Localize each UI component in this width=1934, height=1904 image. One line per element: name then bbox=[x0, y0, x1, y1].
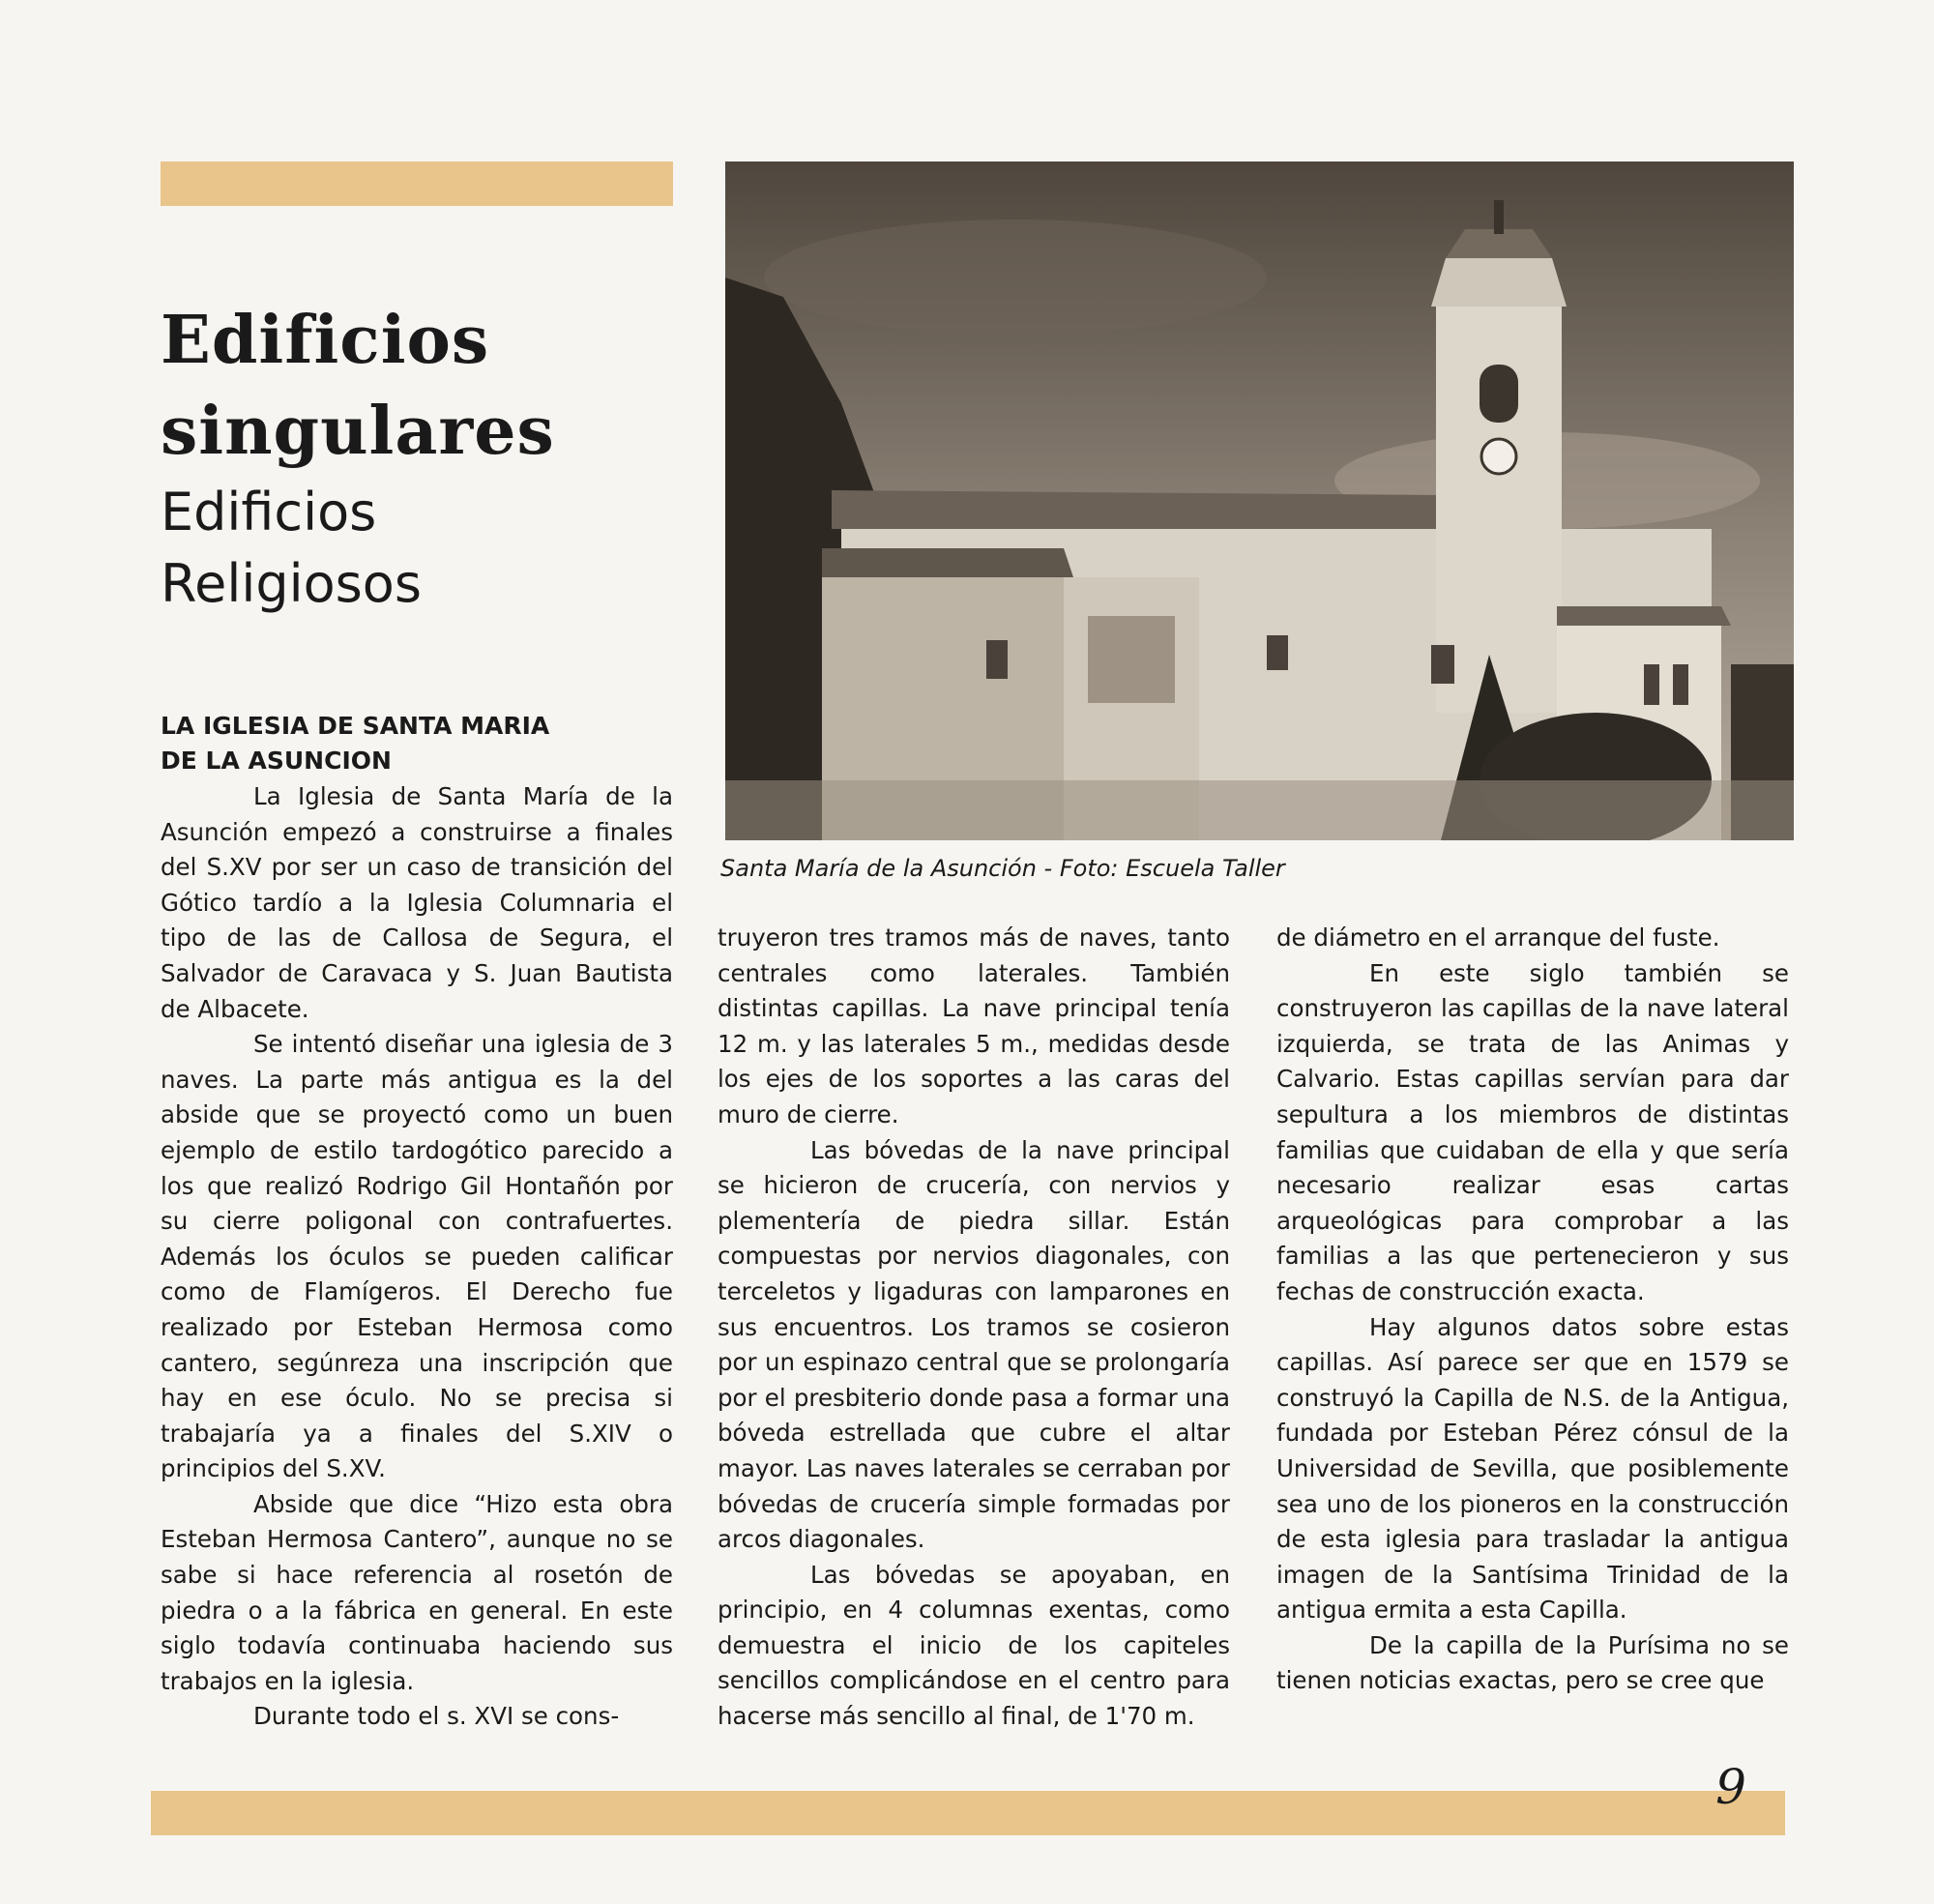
page-number: 9 bbox=[1715, 1759, 1746, 1815]
subtitle-line-2: Religiosos bbox=[161, 553, 422, 614]
church-photo bbox=[725, 161, 1794, 840]
text-column-1 bbox=[161, 779, 673, 1735]
paragraph: Hay algunos datos sobre estas capillas. Así parece ser que en 1579 se construyó la Capilla de N.S. de la Antigua, fundada por Esteban Pérez cónsul de la Universidad de Sevilla, que posiblemente sea uno de los pioneros en la construcción de esta iglesia para trasladar la antigua imagen de la Santísima Trinidad de la antigua ermita a esta Capilla. bbox=[1276, 1312, 1789, 1625]
paragraph: Las bóvedas de la nave principal se hicieron de crucería, con nervios y plementería de piedra sillar. Están compuestas por nervios diagonales, con terceletos y ligaduras con lamparones en sus encuentros. Los tramos se cosieron por un espinazo central que se prolongaría por el presbiterio donde pasa a formar una bóveda estrellada que cubre el altar mayor. Las naves laterales se cerraban por bóvedas de crucería simple formadas por arcos diagonales. bbox=[718, 1135, 1230, 1554]
paragraph: Abside que dice “Hizo esta obra Esteban Hermosa Cantero”, aunque no se sabe si hace referencia al rosetón de piedra o a la fábrica en general. En este siglo todavía continuaba haciendo sus trabajos en la iglesia. bbox=[161, 1489, 673, 1695]
paragraph: De la capilla de la Purísima no se tienen noticias exactas, pero se cree que bbox=[1276, 1630, 1789, 1695]
title-line-2: singulares bbox=[161, 393, 555, 470]
paragraph: Durante todo el s. XVI se cons- bbox=[253, 1702, 620, 1731]
subtitle-line-1: Edificios bbox=[161, 482, 377, 542]
paragraph: Las bóvedas se apoyaban, en principio, en 4 columnas exentas, como demuestra el inicio de los capiteles sencillos complicándose en el centro para hacerse más sencillo al final, de 1'70 m. bbox=[718, 1560, 1230, 1731]
section-heading bbox=[161, 709, 683, 778]
photo-caption: Santa María de la Asunción - Foto: Escuela Taller bbox=[720, 855, 1285, 882]
section-heading-line-1: LA IGLESIA DE SANTA MARIA bbox=[161, 712, 550, 740]
paragraph: Se intentó diseñar una iglesia de 3 naves. La parte más antigua es la del abside que se proyectó como un buen ejemplo de estilo tardogótico parecido a los que realizó Rodrigo Gil Hontañón por su cierre poligonal con contrafuertes. Además los óculos se pueden calificar como de Flamígeros. El Derecho fue realizado por Esteban Hermosa como cantero, segúnreza una inscripción que hay en ese óculo. No se precisa si trabajaría ya a finales del S.XIV o principios del S.XV. bbox=[161, 1030, 673, 1483]
top-accent-band bbox=[161, 161, 673, 206]
text-column-2 bbox=[718, 921, 1230, 1735]
section-heading-line-2: DE LA ASUNCION bbox=[161, 747, 392, 775]
text-column-3 bbox=[1276, 921, 1789, 1699]
church-illustration bbox=[725, 161, 1794, 840]
title-block bbox=[161, 295, 702, 620]
title-line-1: Edificios bbox=[161, 302, 490, 379]
paragraph: truyeron tres tramos más de naves, tanto centrales como laterales. También distintas capillas. La nave principal tenía 12 m. y las laterales 5 m., medidas desde los ejes de los soportes a las caras del muro de cierre. bbox=[718, 923, 1230, 1128]
paragraph: de diámetro en el arranque del fuste. bbox=[1276, 923, 1720, 952]
paragraph: En este siglo también se construyeron las capillas de la nave lateral izquierda, se trata de las Animas y Calvario. Estas capillas servían para dar sepultura a los miembros de distintas familias que cuidaban de ella y que sería necesario realizar esas cartas arqueológicas para comprobar a las familias a las que pertenecieron y sus fechas de construcción exacta. bbox=[1276, 958, 1789, 1305]
bottom-accent-band bbox=[151, 1791, 1785, 1835]
paragraph: La Iglesia de Santa María de la Asunción empezó a construirse a finales del S.XV por ser un caso de transición del Gótico tardío a la Iglesia Columnaria el tipo de las de Callosa de Segura, el Salvador de Caravaca y S. Juan Bautista de Albacete. bbox=[161, 782, 673, 1023]
